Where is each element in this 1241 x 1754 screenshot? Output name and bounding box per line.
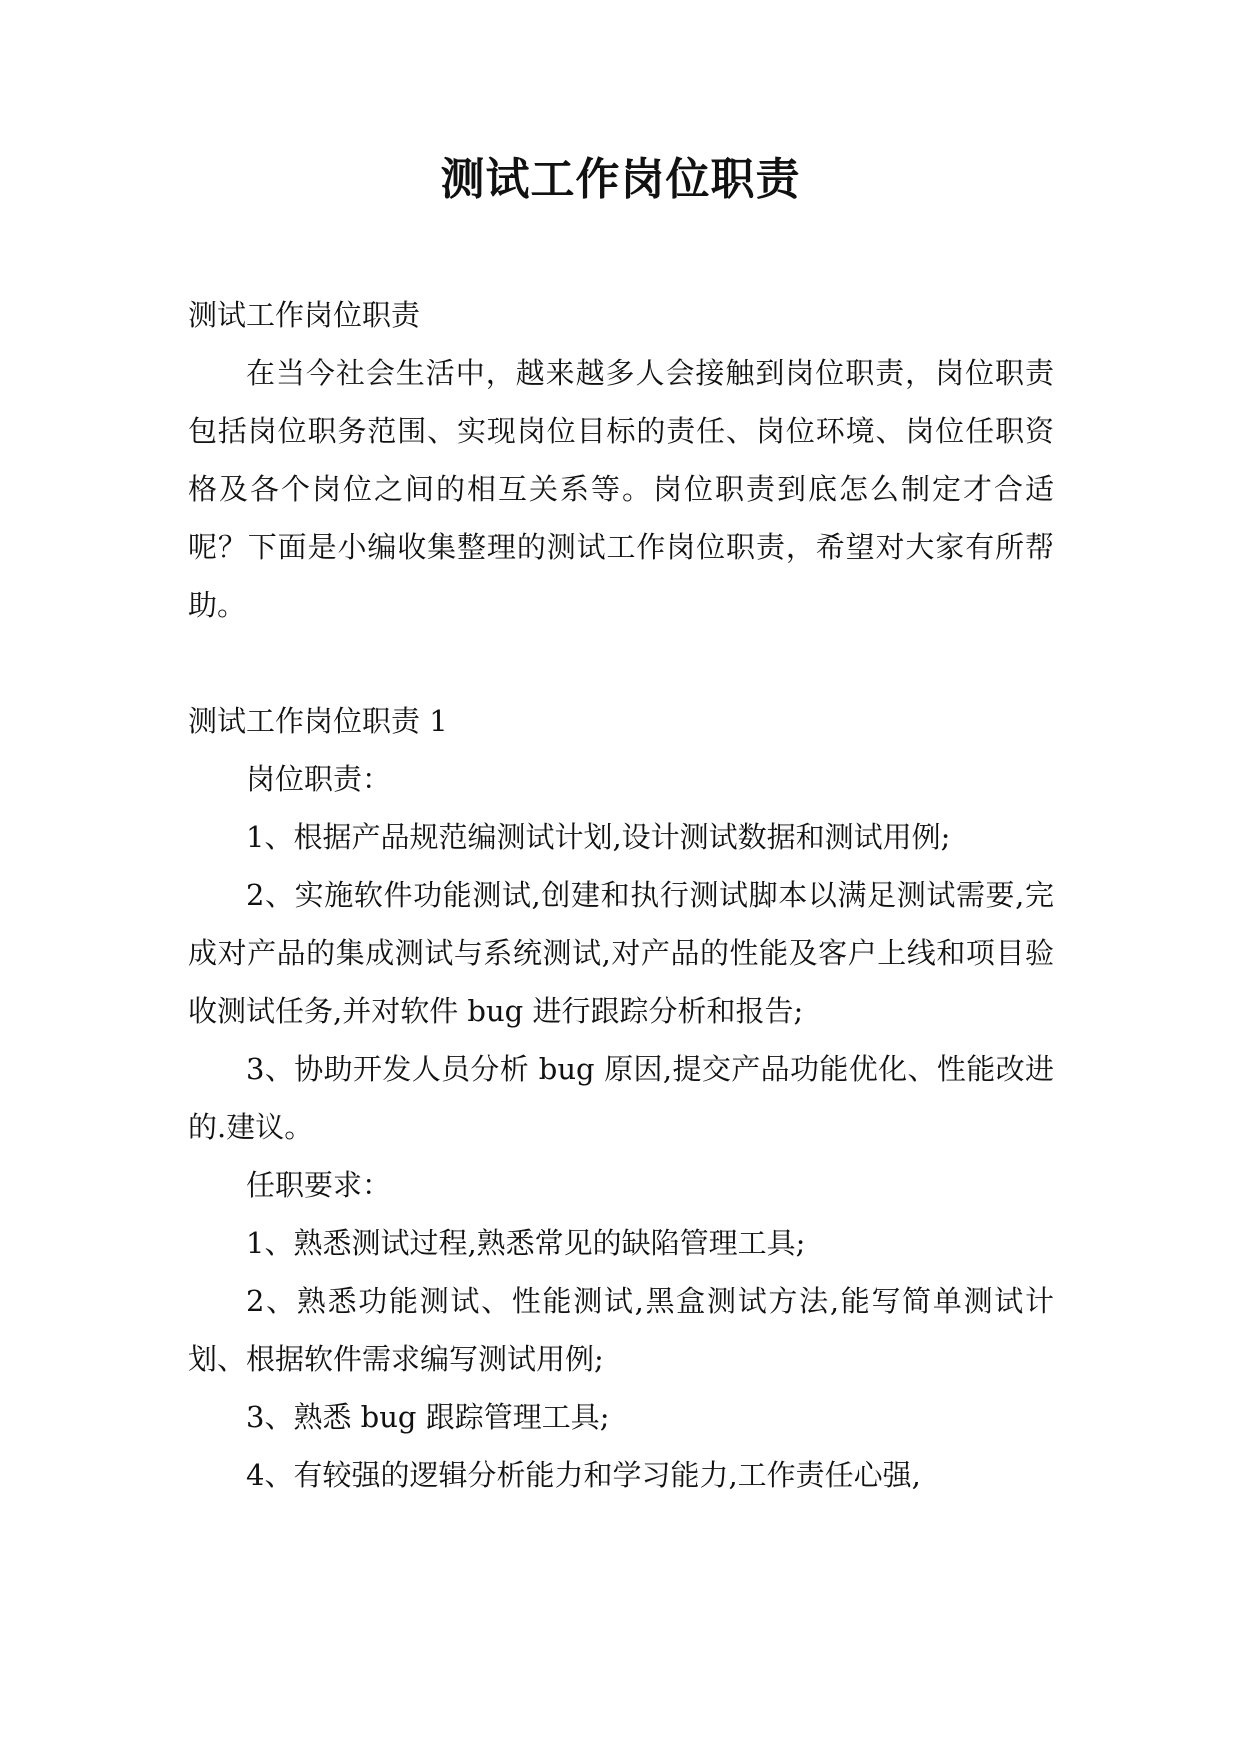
duty-item-1: 1、根据产品规范编测试计划,设计测试数据和测试用例; [246,820,951,854]
document-title: 测试工作岗位职责 [440,154,801,205]
requirement-item-1: 1、熟悉测试过程,熟悉常见的缺陷管理工具; [246,1226,806,1260]
subtitle: 测试工作岗位职责 [188,298,421,332]
requirements-label: 任职要求： [246,1168,392,1202]
duty-item-3: 3、协助开发人员分析 bug 原因,提交产品功能优化、性能改进的.建议。 [188,1052,1054,1144]
duty-item-2: 2、实施软件功能测试,创建和执行测试脚本以满足测试需要,完成对产品的集成测试与系统测试,对产品的性能及客户上线和项目验收测试任务,并对软件 bug 进行跟踪分析和报告; [188,878,1054,1028]
requirement-item-4: 4、有较强的逻辑分析能力和学习能力,工作责任心强, [246,1458,921,1492]
duties-label: 岗位职责： [246,762,392,796]
section-heading: 测试工作岗位职责 1 [188,704,448,738]
intro-paragraph: 在当今社会生活中，越来越多人会接触到岗位职责，岗位职责包括岗位职务范围、实现岗位目标的责任、岗位环境、岗位任职资格及各个岗位之间的相互关系等。岗位职责到底怎么制定才合适呢？下面是小编收集整理的测试工作岗位职责，希望对大家有所帮助。 [188,356,1054,622]
requirement-item-2: 2、熟悉功能测试、性能测试,黑盒测试方法,能写简单测试计划、根据软件需求编写测试用例; [188,1284,1054,1376]
requirement-item-3: 3、熟悉 bug 跟踪管理工具; [246,1400,610,1434]
paragraph-gap [188,634,1054,692]
document-body [188,286,1054,1504]
